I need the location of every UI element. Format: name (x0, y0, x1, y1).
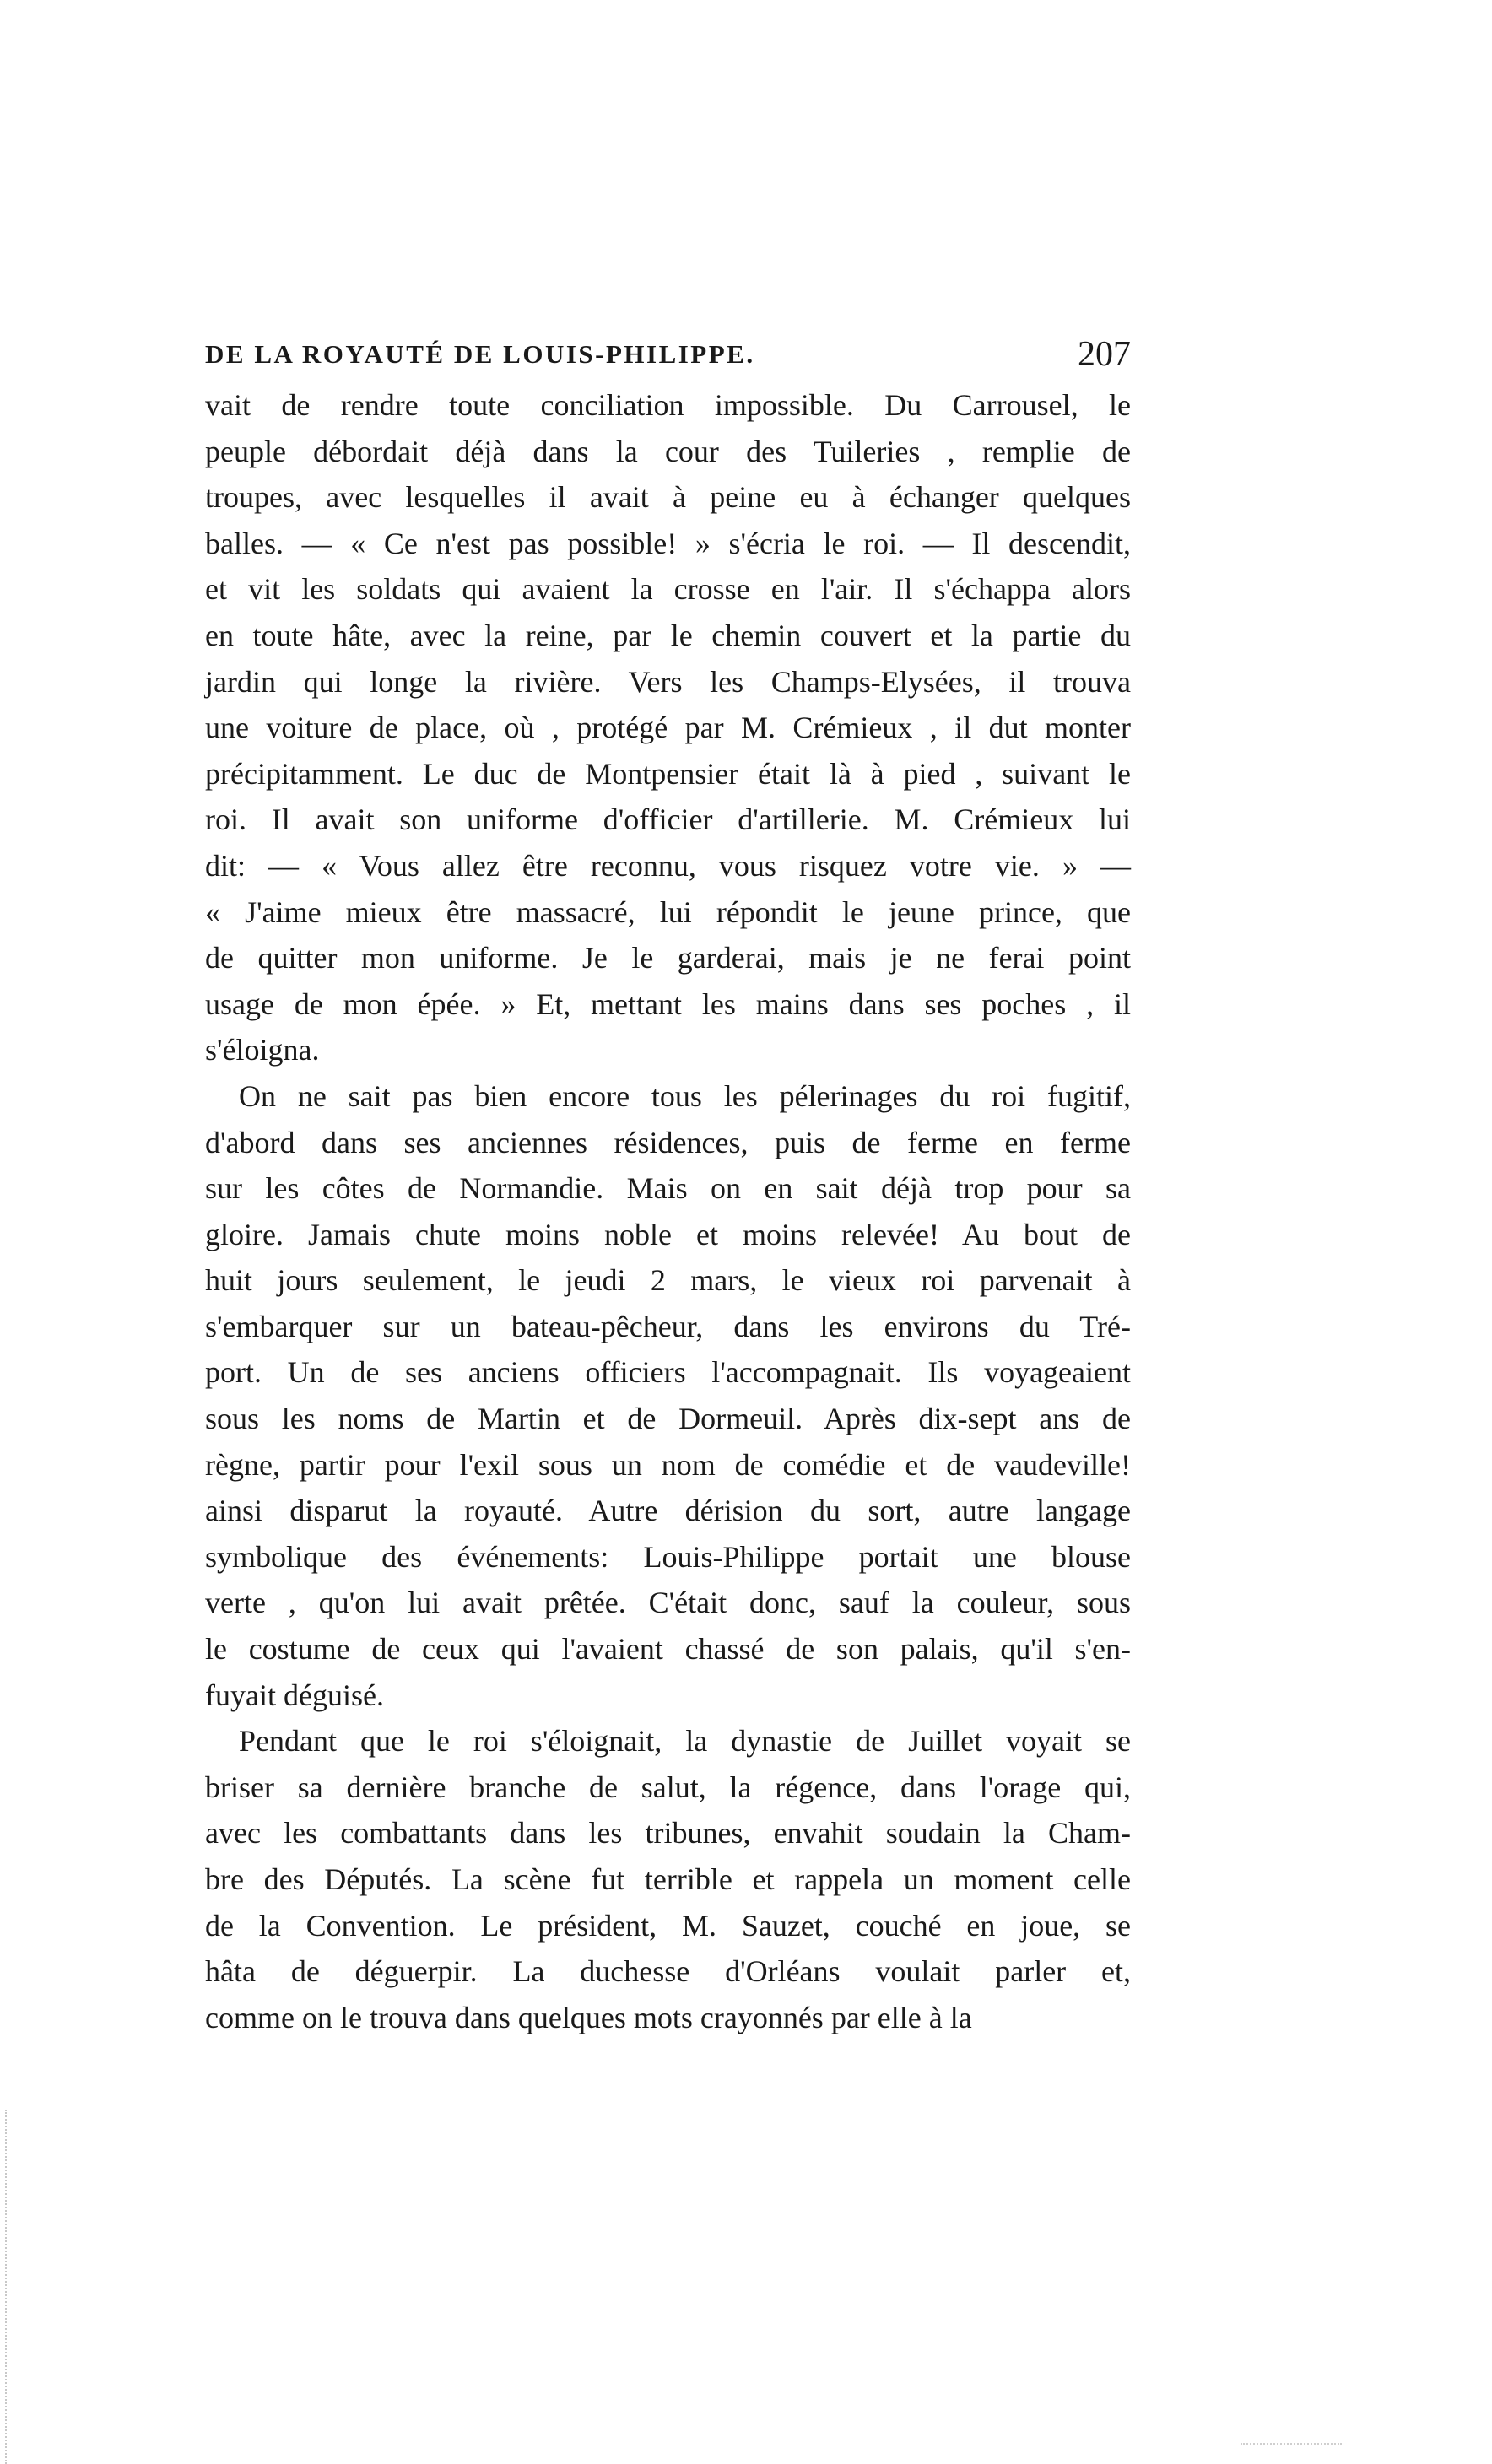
text-line: sur les côtes de Normandie. Mais on en sait déjà trop pour sa (205, 1171, 1131, 1206)
text-line: troupes, avec lesquelles il avait à peine eu à échanger quelques (205, 480, 1131, 515)
text-line: règne, partir pour l'exil sous un nom de comédie et de vaudeville! (205, 1447, 1131, 1482)
text-line: en toute hâte, avec la reine, par le chemin couvert et la partie du (205, 618, 1131, 652)
corner-dots (1241, 2443, 1342, 2446)
text-line: briser sa dernière branche de salut, la régence, dans l'orage qui, (205, 1770, 1131, 1804)
text-line: une voiture de place, où , protégé par M. Crémieux , il dut monter (205, 711, 1131, 745)
margin-dots (5, 2110, 9, 2464)
text-line: gloire. Jamais chute moins noble et moins relevée! Au bout de (205, 1217, 1131, 1251)
text-line: symbolique des événements: Louis-Philippe portait une blouse (205, 1539, 1131, 1574)
text-line: port. Un de ses anciens officiers l'accompagnait. Ils voyageaient (205, 1355, 1131, 1390)
text-line: vait de rendre toute conciliation impossible. Du Carrousel, le (205, 388, 1131, 422)
text-line: dit: — « Vous allez être reconnu, vous risquez votre vie. » — (205, 848, 1131, 883)
text-line: hâta de déguerpir. La duchesse d'Orléans voulait parler et, (205, 1954, 1131, 1989)
paragraph (205, 1073, 1131, 1718)
text-line: avec les combattants dans les tribunes, envahit soudain la Cham- (205, 1816, 1131, 1851)
text-line: d'abord dans ses anciennes résidences, puis de ferme en ferme (205, 1125, 1131, 1159)
text-line: de la Convention. Le président, M. Sauzet, couché en joue, se (205, 1908, 1131, 1943)
text-line: balles. — « Ce n'est pas possible! » s'écria le roi. — Il descendit, (205, 526, 1131, 560)
page-header (205, 334, 1131, 385)
text-line: s'embarquer sur un bateau-pêcheur, dans les environs du Tré- (205, 1309, 1131, 1343)
text-line: sous les noms de Martin et de Dormeuil. Après dix-sept ans de (205, 1402, 1131, 1436)
text-line: jardin qui longe la rivière. Vers les Champs-Elysées, il trouva (205, 664, 1131, 699)
text-line: ainsi disparut la royauté. Autre dérision du sort, autre langage (205, 1494, 1131, 1528)
text-line: « J'aime mieux être massacré, lui répondit le jeune prince, que (205, 894, 1131, 929)
text-line: comme on le trouva dans quelques mots crayonnés par elle à la (205, 2000, 972, 2034)
body-text (205, 382, 1131, 2040)
text-line: fuyait déguisé. (205, 1678, 384, 1712)
text-line: bre des Députés. La scène fut terrible et rappela un moment celle (205, 1862, 1131, 1896)
text-line: de quitter mon uniforme. Je le garderai, mais je ne ferai point (205, 941, 1131, 975)
text-line: précipitamment. Le duc de Montpensier était là à pied , suivant le (205, 756, 1131, 791)
text-line: usage de mon épée. » Et, mettant les mains dans ses poches , il (205, 986, 1131, 1021)
text-line: et vit les soldats qui avaient la crosse en l'air. Il s'échappa alors (205, 572, 1131, 607)
text-line: roi. Il avait son uniforme d'officier d'artillerie. M. Crémieux lui (205, 802, 1131, 837)
text-line: huit jours seulement, le jeudi 2 mars, le vieux roi parvenait à (205, 1263, 1131, 1298)
text-line: peuple débordait déjà dans la cour des Tuileries , remplie de (205, 434, 1131, 468)
text-line: verte , qu'on lui avait prêtée. C'était donc, sauf la couleur, sous (205, 1586, 1131, 1620)
text-line: Pendant que le roi s'éloignait, la dynastie de Juillet voyait se (239, 1724, 1131, 1759)
paragraph (205, 1718, 1131, 2040)
text-line: s'éloigna. (205, 1033, 320, 1067)
page-number: 207 (1078, 335, 1131, 374)
paragraph (205, 382, 1131, 1073)
running-title: DE LA ROYAUTÉ DE LOUIS-PHILIPPE. (205, 339, 755, 369)
text-line: On ne sait pas bien encore tous les pélerinages du roi fugitif, (239, 1078, 1131, 1113)
text-line: le costume de ceux qui l'avaient chassé de son palais, qu'il s'en- (205, 1632, 1131, 1667)
